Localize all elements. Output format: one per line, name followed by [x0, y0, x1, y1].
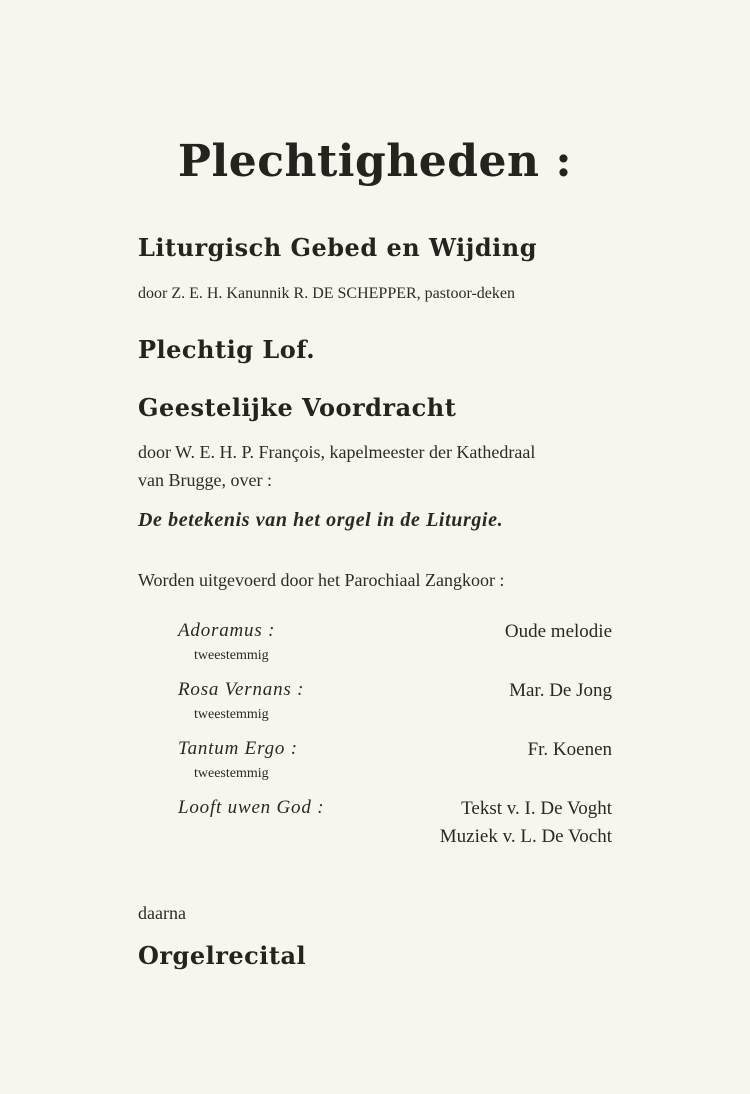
piece-title: Adoramus :: [178, 620, 276, 641]
piece-composer: [440, 795, 612, 851]
piece-title: Tantum Ergo :: [178, 738, 298, 759]
piece-title: Rosa Vernans :: [178, 679, 305, 700]
lecture-subject: De betekenis van het orgel in de Liturgie.: [138, 509, 504, 531]
section-byline-voordracht-line2: van Brugge, over :: [138, 470, 272, 490]
piece-voices: tweestemmig: [194, 707, 269, 722]
piece-voices: tweestemmig: [194, 766, 269, 781]
program-item: [178, 736, 612, 795]
page-title: Plechtigheden :: [177, 136, 573, 187]
piece-voices: tweestemmig: [194, 648, 269, 663]
choir-intro: Worden uitgevoerd door het Parochiaal Zangkoor :: [138, 570, 505, 590]
piece-composer: Fr. Koenen: [527, 739, 612, 760]
section-byline-voordracht-line1: door W. E. H. P. François, kapelmeester der Kathedraal: [138, 442, 536, 462]
piece-composer: Mar. De Jong: [509, 680, 612, 701]
piece-composer: Oude melodie: [504, 621, 612, 642]
program-list: [178, 618, 612, 854]
section-byline-liturgisch: door Z. E. H. Kanunnik R. DE SCHEPPER, pastoor-deken: [138, 285, 515, 302]
piece-title: Looft uwen God :: [178, 797, 325, 818]
section-heading-liturgisch: Liturgisch Gebed en Wijding: [138, 233, 537, 262]
piece-composer-text: Tekst v. I. De Voght: [461, 798, 612, 819]
section-heading-lof: Plechtig Lof.: [138, 335, 316, 364]
afterwards-label: daarna: [138, 903, 186, 923]
closing-heading: Orgelrecital: [138, 941, 307, 970]
program-item: [178, 618, 612, 677]
program-item: [178, 795, 612, 854]
piece-composer-music: Muziek v. L. De Vocht: [439, 826, 612, 847]
program-item: [178, 677, 612, 736]
section-heading-voordracht: Geestelijke Voordracht: [138, 393, 457, 422]
